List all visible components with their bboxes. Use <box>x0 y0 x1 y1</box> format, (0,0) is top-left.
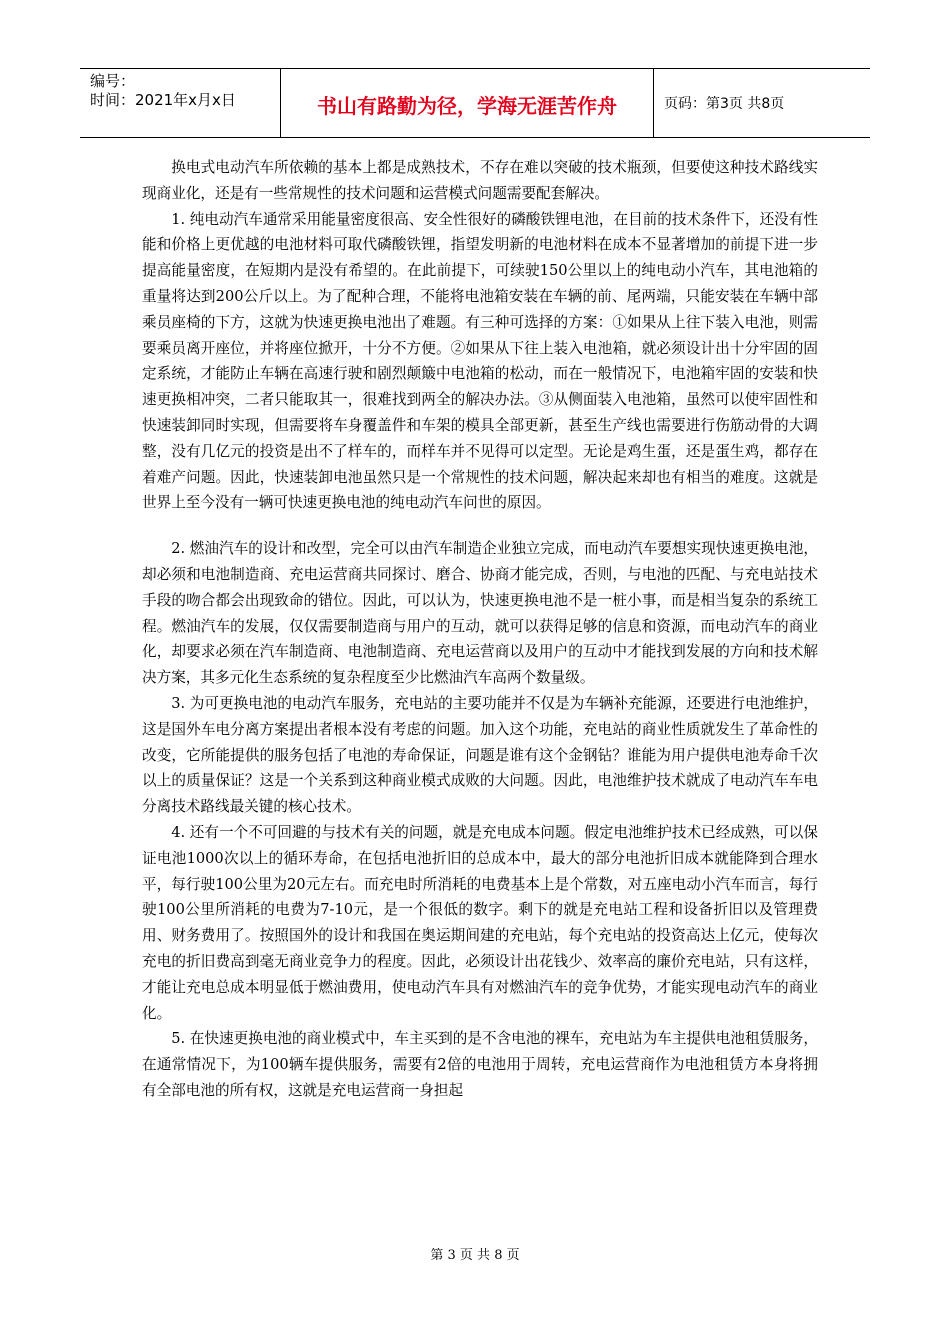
paragraph-4: 4. 还有一个不可回避的与技术有关的问题，就是充电成本问题。假定电池维护技术已经成熟，可以保证电池1000次以上的循环寿命，在包括电池折旧的总成本中，最大的部分电池折旧成本就能降到合理水平，每行驶100公里为20元左右。而充电时所消耗的电费基本上是个常数，对五座电动小汽车而言，每行驶100公里所消耗的电费为7-10元，是一个很低的数字。剩下的就是充电站工程和设备折旧以及管理费用、财务费用了。按照国外的设计和我国在奥运期间建的充电站，每个充电站的投资高达上亿元，使每次充电的折旧费高到毫无商业竞争力的程度。因此，必须设计出花钱少、效率高的廉价充电站，只有这样，才能让充电总成本明显低于燃油费用，使电动汽车具有对燃油汽车的竞争优势，才能实现电动汽车的商业化。 <box>142 823 818 1022</box>
page-header <box>80 68 870 138</box>
document-body <box>142 155 818 1104</box>
header-motto: 书山有路勤为径，学海无涯苦作舟 <box>281 69 654 137</box>
paragraph-2: 2. 燃油汽车的设计和改型，完全可以由汽车制造企业独立完成，而电动汽车要想实现快速更换电池，却必须和电池制造商、充电运营商共同探讨、磨合、协商才能完成，否则，与电池的匹配、与充电站技术手段的吻合都会出现致命的错位。因此，可以认为，快速更换电池不是一桩小事，而是相当复杂的系统工程。燃油汽车的发展，仅仅需要制造商与用户的互动，就可以获得足够的信息和资源，而电动汽车的商业化，却要求必须在汽车制造商、电池制造商、充电运营商以及用户的互动中才能找到发展的方向和技术解决方案，其多元化生态系统的复杂程度至少比燃油汽车高两个数量级。 <box>142 540 818 687</box>
document-number: 编号： <box>90 72 136 90</box>
paragraph-intro: 换电式电动汽车所依赖的基本上都是成熟技术，不存在难以突破的技术瓶颈，但要使这种技术路线实现商业化，还是有一些常规性的技术问题和运营模式问题需要配套解决。 <box>142 159 818 202</box>
document-date: 时间：2021年x月x日 <box>90 91 236 109</box>
paragraph-1: 1. 纯电动汽车通常采用能量密度很高、安全性很好的磷酸铁锂电池，在目前的技术条件下，还没有性能和价格上更优越的电池材料可取代磷酸铁锂，指望发明新的电池材料在成本不显著增加的前提下进一步提高能量密度，在短期内是没有希望的。在此前提下，可续驶150公里以上的纯电动小汽车，其电池箱的重量将达到200公斤以上。为了配种合理，不能将电池箱安装在车辆的前、尾两端，只能安装在车辆中部乘员座椅的下方，这就为快速更换电池出了难题。有三种可选择的方案：①如果从上往下装入电池，则需要乘员离开座位，并将座位掀开，十分不方便。②如果从下往上装入电池箱，就必须设计出十分牢固的固定系统，才能防止车辆在高速行驶和剧烈颠簸中电池箱的松动，而在一般情况下，电池箱牢固的安装和快速更换相冲突，二者只能取其一，很难找到两全的解决办法。③从侧面装入电池箱，虽然可以使牢固性和快速装卸同时实现，但需要将车身覆盖件和车架的模具全部更新，甚至生产线也需要进行伤筋动骨的大调整，没有几亿元的投资是出不了样车的，而样车并不见得可以定型。无论是鸡生蛋，还是蛋生鸡，都存在着难产问题。因此，快速装卸电池虽然只是一个常规性的技术问题，解决起来却也有相当的难度。这就是世界上至今没有一辆可快速更换电池的纯电动汽车问世的原因。 <box>142 210 818 512</box>
paragraph-3: 3. 为可更换电池的电动汽车服务，充电站的主要功能并不仅是为车辆补充能源，还要进行电池维护，这是国外车电分离方案提出者根本没有考虑的问题。加入这个功能，充电站的商业性质就发生了革命性的改变，它所能提供的服务包括了电池的寿命保证，问题是谁有这个金钢钻？谁能为用户提供电池寿命千次以上的质量保证？这是一个关系到这种商业模式成败的大问题。因此，电池维护技术就成了电动汽车车电分离技术路线最关键的核心技术。 <box>142 694 818 816</box>
header-page-info: 页码：第3页 共8页 <box>664 96 785 112</box>
paragraph-5: 5. 在快速更换电池的商业模式中，车主买到的是不含电池的裸车，充电站为车主提供电池租赁服务，在通常情况下，为100辆车提供服务，需要有2倍的电池用于周转，充电运营商作为电池租赁方本身将拥有全部电池的所有权，这就是充电运营商一身担起 <box>142 1030 818 1099</box>
header-meta <box>80 69 281 137</box>
page-footer: 第 3 页 共 8 页 <box>430 1248 520 1263</box>
